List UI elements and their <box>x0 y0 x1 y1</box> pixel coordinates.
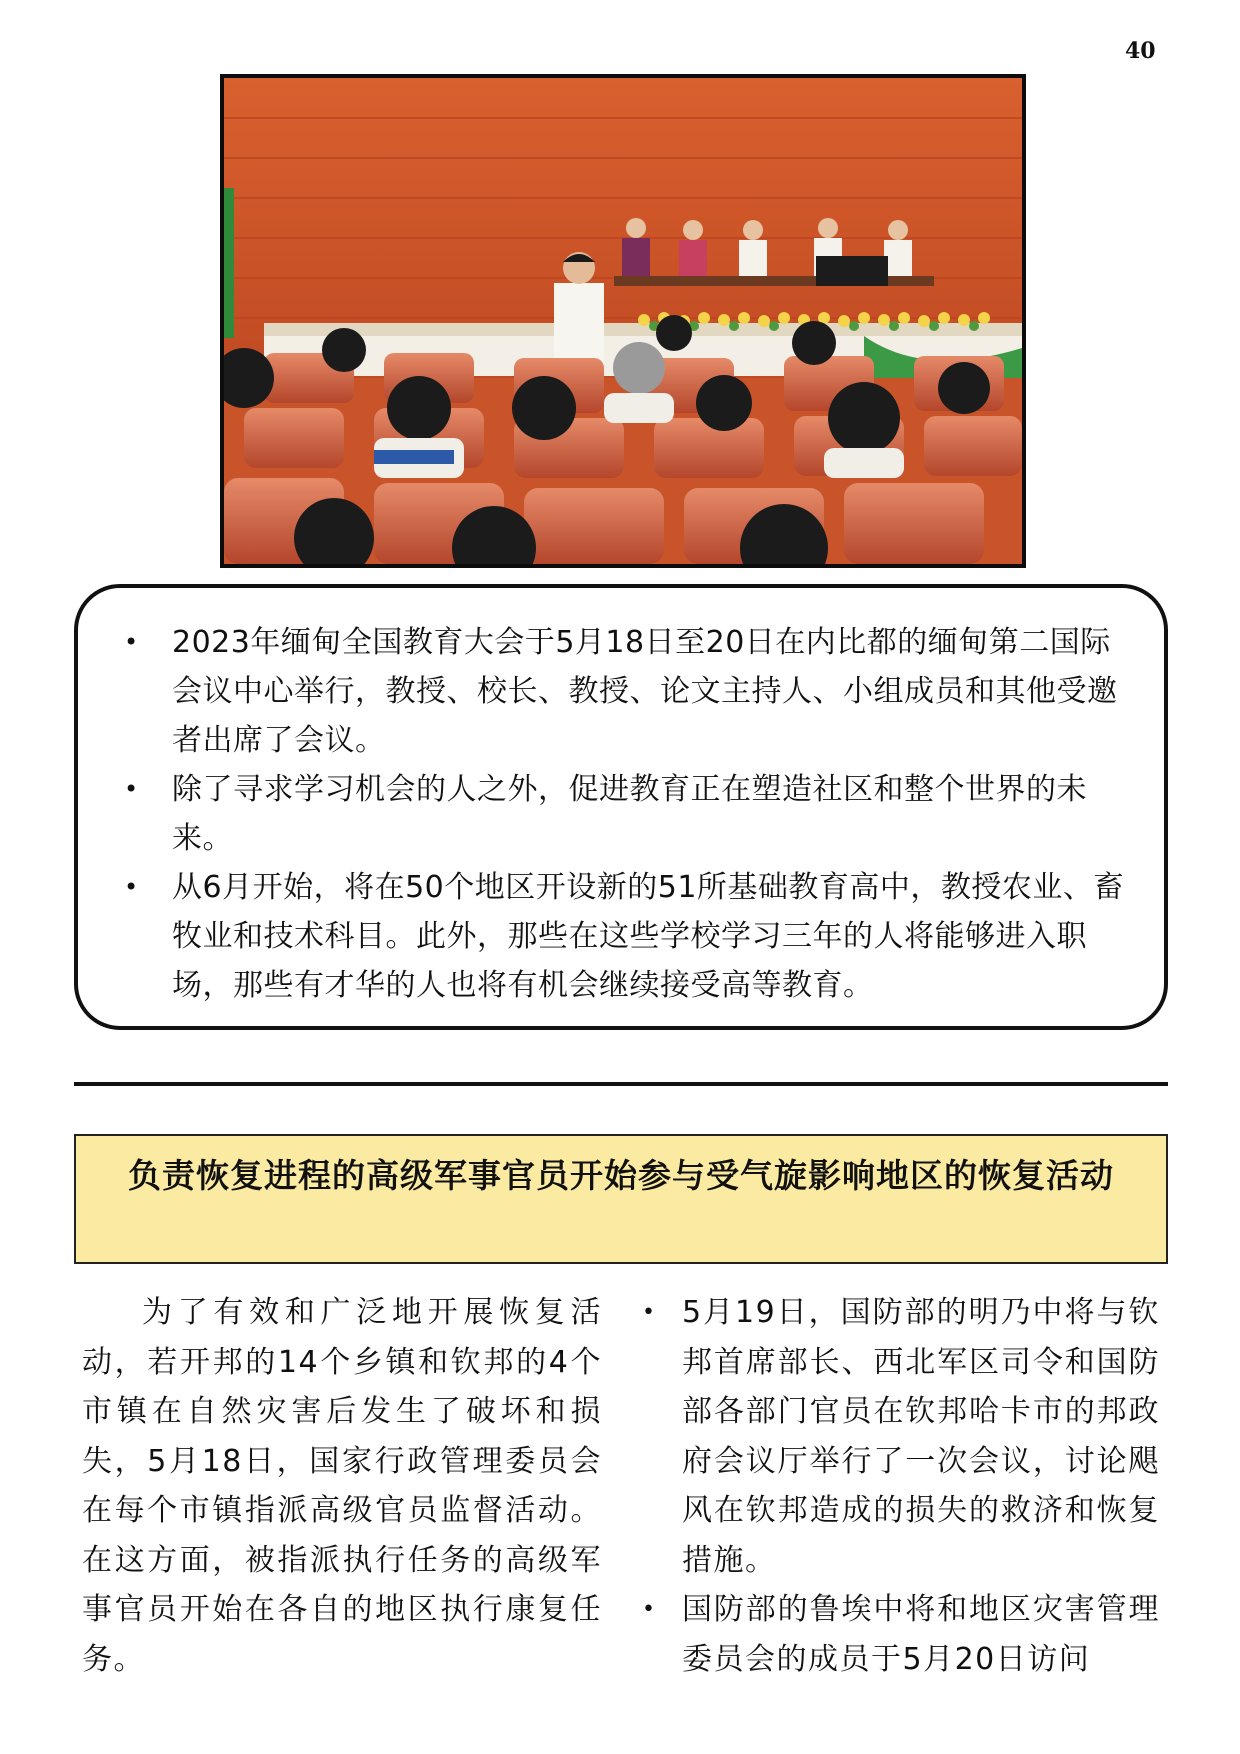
section-divider <box>74 1082 1168 1086</box>
article-left-column <box>82 1288 602 1684</box>
summary-bullet-list <box>120 618 1134 1010</box>
summary-bullet-text: 2023年缅甸全国教育大会于5月18日至20日在内比都的缅甸第二国际会议中心举行，教授、校长、教授、论文主持人、小组成员和其他受邀者出席了会议。 <box>172 625 1118 758</box>
page-number: 40 <box>1125 38 1156 64</box>
summary-bullet-item <box>120 765 1134 863</box>
article-bullet-text: 5月19日，国防部的明乃中将与钦邦首席部长、西北军区司令和国防部各部门官员在钦邦哈卡市的邦政府会议厅举行了一次会议，讨论飓风在钦邦造成的损失的救济和恢复措施。 <box>682 1295 1160 1578</box>
article-bullet-item <box>640 1288 1160 1585</box>
summary-bullet-item <box>120 863 1134 1010</box>
bullet-icon: • <box>642 1597 657 1622</box>
summary-bullet-text: 除了寻求学习机会的人之外，促进教育正在塑造社区和整个世界的未来。 <box>172 772 1087 856</box>
article-bullet-item <box>640 1585 1160 1684</box>
bullet-icon: • <box>124 628 139 656</box>
summary-bullet-item <box>120 618 1134 765</box>
article-paragraph: 为了有效和广泛地开展恢复活动，若开邦的14个乡镇和钦邦的4个市镇在自然灾害后发生了破坏和损失，5月18日，国家行政管理委员会在每个市镇指派高级官员监督活动。在这方面，被指派执行任务的高级军事官员开始在各自的地区执行康复任务。 <box>82 1295 602 1677</box>
conference-photo <box>220 74 1026 568</box>
bullet-icon: • <box>124 873 139 901</box>
article-headline: 负责恢复进程的高级军事官员开始参与受气旋影响地区的恢复活动 <box>74 1134 1168 1264</box>
bullet-icon: • <box>124 775 139 803</box>
article-right-column <box>640 1288 1160 1684</box>
conference-photo-illustration <box>224 78 1022 564</box>
summary-callout-box <box>74 584 1168 1030</box>
article-bullet-list <box>640 1288 1160 1684</box>
summary-bullet-text: 从6月开始，将在50个地区开设新的51所基础教育高中，教授农业、畜牧业和技术科目。此外，那些在这些学校学习三年的人将能够进入职场，那些有才华的人也将有机会继续接受高等教育。 <box>172 870 1124 1003</box>
article-bullet-text: 国防部的鲁埃中将和地区灾害管理委员会的成员于5月20日访问 <box>682 1592 1160 1677</box>
bullet-icon: • <box>642 1300 657 1325</box>
